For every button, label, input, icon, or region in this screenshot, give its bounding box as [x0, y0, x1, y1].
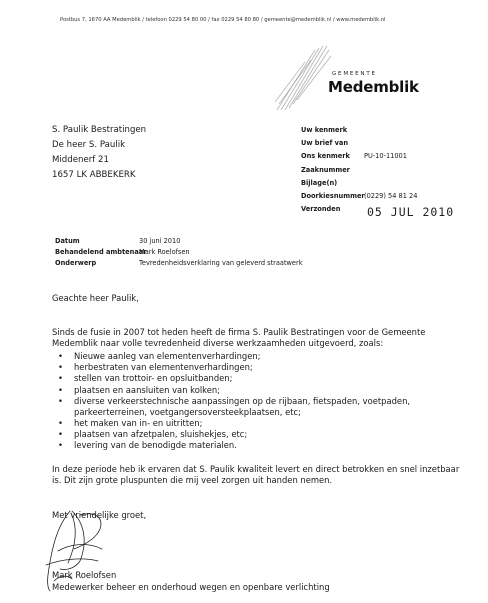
list-item: • stellen van trottoir- en opsluitbanden;: [52, 373, 467, 384]
list-item: • herbestraten van elementenverhardingen;: [52, 362, 467, 373]
recipient-street: Middenerf 21: [52, 155, 109, 165]
list-item: • diverse verkeerstechnische aanpassingen op de rijbaan, fietspaden, voetpaden, parkeerterreinen, voetgangersoversteekplaatsen, etc;: [52, 396, 467, 418]
list-item: • levering van de benodigde materialen.: [52, 440, 467, 451]
list-item: • plaatsen van afzetpalen, sluishekjes, etc;: [52, 429, 467, 440]
closing-greeting: Met vriendelijke groet,: [52, 510, 147, 520]
reference-label: Zaaknummer: [301, 165, 350, 174]
meta-label: Behandelend ambtenaar: [55, 248, 147, 256]
meta-value: 30 juni 2010: [139, 237, 181, 245]
closing-paragraph: In deze periode heb ik ervaren dat S. Paulik kwaliteit levert en direct betrokken en snel inzetbaar is. Dit zijn grote pluspunten die mij veel zorgen uit handen nemen.: [52, 464, 460, 486]
reference-label: Uw brief van: [301, 139, 349, 148]
intro-paragraph: Sinds de fusie in 2007 tot heden heeft de firma S. Paulik Bestratingen voor de Gemeente Medemblik naar volle tevredenheid diverse werkzaamheden uitgevoerd, zoals:: [52, 327, 426, 349]
signer-block: [52, 569, 330, 593]
reference-label: Uw kenmerk: [301, 126, 348, 134]
salutation: Geachte heer Paulik,: [52, 293, 139, 303]
recipient-company: S. Paulik Bestratingen: [52, 125, 147, 135]
recipient-attn: De heer S. Paulik: [52, 140, 126, 150]
reference-value: (0229) 54 81 24: [364, 191, 418, 200]
meta-value: Mark Roelofsen: [139, 248, 190, 256]
recipient-address: [52, 123, 146, 183]
sent-date-stamp: 05 JUL 2010: [367, 205, 455, 219]
meta-label: Onderwerp: [55, 259, 97, 267]
signer-name: Mark Roelofsen: [52, 570, 117, 580]
list-item: • Nieuwe aanleg van elementenverhardingen;: [52, 351, 467, 362]
work-list: [52, 351, 467, 451]
logo-label: GEMEENTE: [332, 71, 377, 77]
reference-label: Bijlage(n): [301, 178, 338, 187]
logo-name: Medemblik: [328, 78, 419, 96]
reference-label: Ons kenmerk: [301, 152, 350, 161]
meta-value: Tevredenheidsverklaring van geleverd straatwerk: [139, 259, 303, 267]
letter-body: [52, 293, 467, 486]
signer-title: Medewerker beheer en onderhoud wegen en openbare verlichting: [52, 582, 330, 592]
recipient-city: 1657 LK ABBEKERK: [52, 170, 136, 180]
meta-label: Datum: [55, 237, 80, 245]
list-item: • het maken van in- en uitritten;: [52, 418, 467, 429]
letterhead-address: Postbus 7, 1670 AA Medemblik / telefoon 0229 54 80 00 / fax 0229 54 80 80 / gemeente@medemblik.nl / www.medemblik.nl: [60, 17, 386, 23]
reference-label: Doorkiesnummer: [301, 191, 365, 200]
reference-value: PU-10-11001: [364, 152, 407, 161]
reference-label: Verzonden: [301, 205, 341, 214]
list-item: • plaatsen en aansluiten van kolken;: [52, 385, 467, 396]
logo-emblem-icon: [275, 42, 335, 112]
